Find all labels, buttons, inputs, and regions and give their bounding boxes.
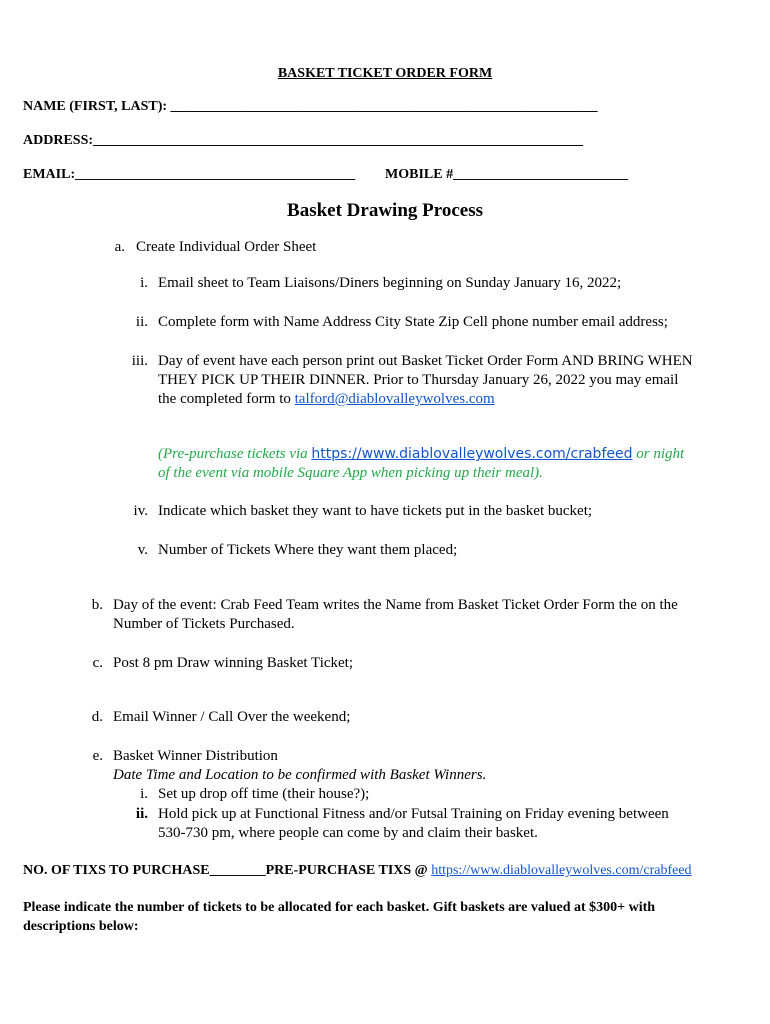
list-marker-e: e. — [92, 748, 103, 764]
list-item-e-ii-line2: 530-730 pm, where people can come by and claim their basket. — [158, 825, 538, 841]
section-heading: Basket Drawing Process — [287, 200, 483, 221]
tix-purchase-text[interactable]: NO. OF TIXS TO PURCHASE________PRE-PURCHASE TIXS @ — [23, 863, 432, 878]
list-marker-d: d. — [91, 709, 103, 725]
list-item-a-iii-line1: Day of event have each person print out Basket Ticket Order Form AND BRING WHEN — [158, 353, 693, 369]
list-item-b-line2: Number of Tickets Purchased. — [113, 616, 295, 632]
list-item-b-line1: Day of the event: Crab Feed Team writes the Name from Basket Ticket Order Form the on the — [113, 597, 678, 613]
list-item-e: Basket Winner Distribution — [113, 748, 278, 764]
list-marker-a-v: v. — [137, 542, 148, 558]
name-field[interactable]: NAME (FIRST, LAST): _____________________________________________________________ — [23, 99, 598, 114]
list-marker-c: c. — [92, 655, 103, 671]
list-item-a-iv: Indicate which basket they want to have tickets put in the basket bucket; — [158, 503, 593, 519]
list-marker-a-iv: iv. — [133, 503, 148, 519]
instruction-line1: Please indicate the number of tickets to be allocated for each basket. Gift baskets are valued at $300+ with — [23, 900, 656, 915]
address-field[interactable]: ADDRESS:______________________________________________________________________ — [23, 133, 584, 148]
list-item-e-note: Date Time and Location to be confirmed with Basket Winners. — [113, 767, 487, 783]
list-item-a: Create Individual Order Sheet — [136, 239, 317, 255]
list-item-a-iii-line3-text: the completed form to — [158, 391, 295, 407]
list-item-c: Post 8 pm Draw winning Basket Ticket; — [113, 655, 354, 671]
list-item-a-iii-line3 — [158, 390, 495, 409]
list-item-e-ii-line1: Hold pick up at Functional Fitness and/or Futsal Training on Friday evening between — [158, 806, 669, 822]
note-suffix: or night — [632, 446, 685, 462]
instruction-line2: descriptions below: — [23, 919, 139, 934]
tix-purchase-line — [23, 861, 692, 880]
list-marker-a: a. — [114, 239, 125, 255]
list-item-d: Email Winner / Call Over the weekend; — [113, 709, 351, 725]
prepurchase-note-line1 — [158, 445, 684, 464]
list-item-e-i: Set up drop off time (their house?); — [158, 786, 370, 802]
list-marker-a-i: i. — [140, 275, 148, 291]
email-link[interactable]: talford@diablovalleywolves.com — [294, 391, 495, 407]
list-item-a-v: Number of Tickets Where they want them placed; — [158, 542, 458, 558]
mobile-field[interactable]: MOBILE #_________________________ — [385, 167, 629, 182]
prepurchase-note-line2: of the event via mobile Square App when picking up their meal). — [158, 465, 543, 481]
list-marker-b: b. — [91, 597, 103, 613]
list-marker-e-i: i. — [140, 786, 148, 802]
crabfeed-link[interactable]: https://www.diablovalleywolves.com/crabfeed — [311, 446, 633, 462]
page-title: BASKET TICKET ORDER FORM — [277, 66, 493, 81]
email-field[interactable]: EMAIL:________________________________________ — [23, 167, 356, 182]
list-item-a-i: Email sheet to Team Liaisons/Diners beginning on Sunday January 16, 2022; — [158, 275, 622, 291]
list-marker-a-ii: ii. — [135, 314, 148, 330]
list-marker-a-iii: iii. — [131, 353, 148, 369]
note-prefix: (Pre-purchase tickets via — [158, 446, 312, 462]
tix-purchase-link[interactable]: https://www.diablovalleywolves.com/crabfeed — [431, 863, 692, 878]
list-marker-e-ii: ii. — [135, 806, 148, 822]
list-item-a-ii: Complete form with Name Address City State Zip Cell phone number email address; — [158, 314, 668, 330]
list-item-a-iii-line2: THEY PICK UP THEIR DINNER. Prior to Thursday January 26, 2022 you may email — [158, 372, 679, 388]
